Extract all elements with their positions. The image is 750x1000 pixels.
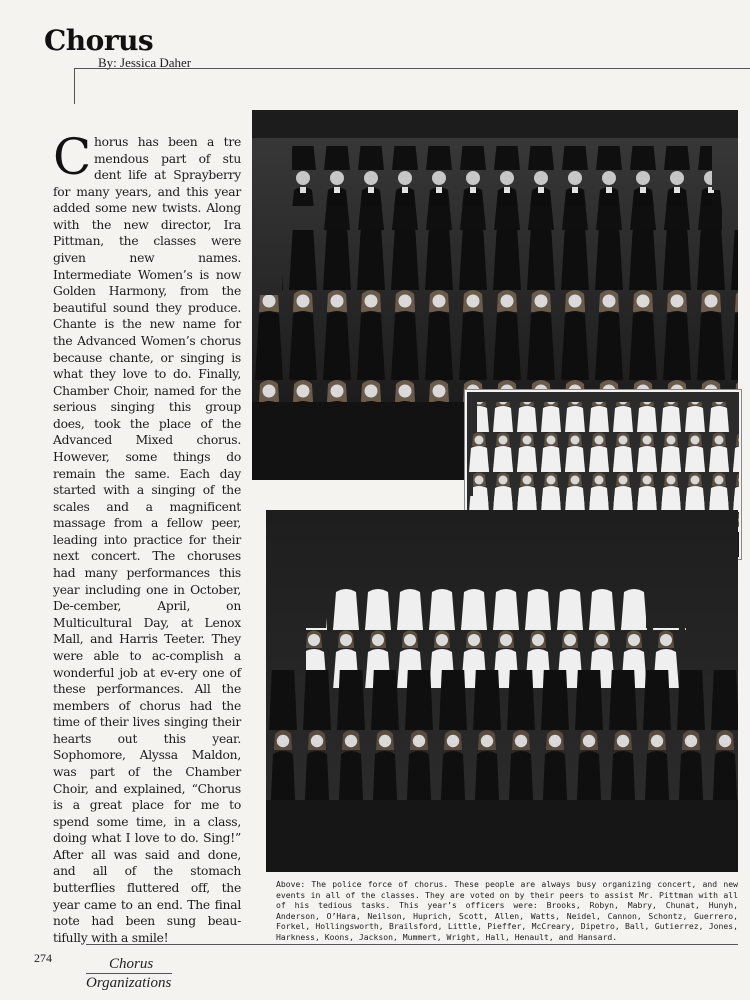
footer-category: Organizations: [86, 975, 172, 991]
article-text: horus has been a tre mendous part of stu dent life at Sprayberry for many years, and this year added some new twists. Along with the new director, Ira Pittman, the classes were given new names. Intermediate Women’s is now Golden Harmony, from the beautiful sound they produce. Chante is the new name for the Advanced Women’s chorus because chante, or singing is what they love to do. Finally, Chamber Choir, named for the serious singing this group does, took the place of the Advanced Mixed chorus. However, some things do remain the same. Each day started with a singing of the scales and a magnificent massage from a fellow peer, leading into practice for their next concert. The choruses had many performances this year including one in October, De-cember, April, on Multicultural Day, at Lenox Mall, and Harris Teeter. They were able to ac-complish a wonderful job at ev-ery one of these performances. All the members of chorus had the time of their lives singing their hearts out this year. Sophomore, Alyssa Maldon, was part of the Chamber Choir, and explained, “Chorus is a great place for me to spend some time, in a class, doing what I love to do. Sing!” After all was said and done, and all of the stomach butterflies fluttered off, the year came to an end. The final note had been sung beau-tifully with a smile!: [53, 135, 241, 945]
byline: By: Jessica Daher: [98, 55, 192, 70]
footer-section: Chorus: [109, 956, 154, 972]
photo-caption: Above: The police force of chorus. These people are always busy organizing concert, and new events in all of the classes. They are voted on by their peers to assist Mr. Pittman with all of his tedious tasks. This year’s officers were: Brooks, Robyn, Mabry, Chunat, Hunyh, Anderson, O’Hara, Neilson, Huprich, Scott, Allen, Watts, Neidel, Cannon, Schontz, Guerrero, Forkel, Hollingsworth, Brailsford, Little, Pieffer, McCreary, Dipetro, Ball, Gutierrez, Jones, Harkness, Koons, Jackson, Mummert, Wright, Hall, Henault, and Hansard.: [276, 879, 738, 942]
page-number: 274: [34, 951, 52, 965]
drop-cap: C: [53, 128, 92, 186]
header-rule-vertical: [74, 68, 75, 104]
page-title: Chorus: [44, 24, 154, 57]
choir-photo-bottom: [266, 510, 738, 872]
footer-divider: [86, 973, 172, 974]
article-body: [53, 128, 241, 946]
header-rule: [74, 68, 750, 69]
footer-rule: [86, 944, 738, 945]
